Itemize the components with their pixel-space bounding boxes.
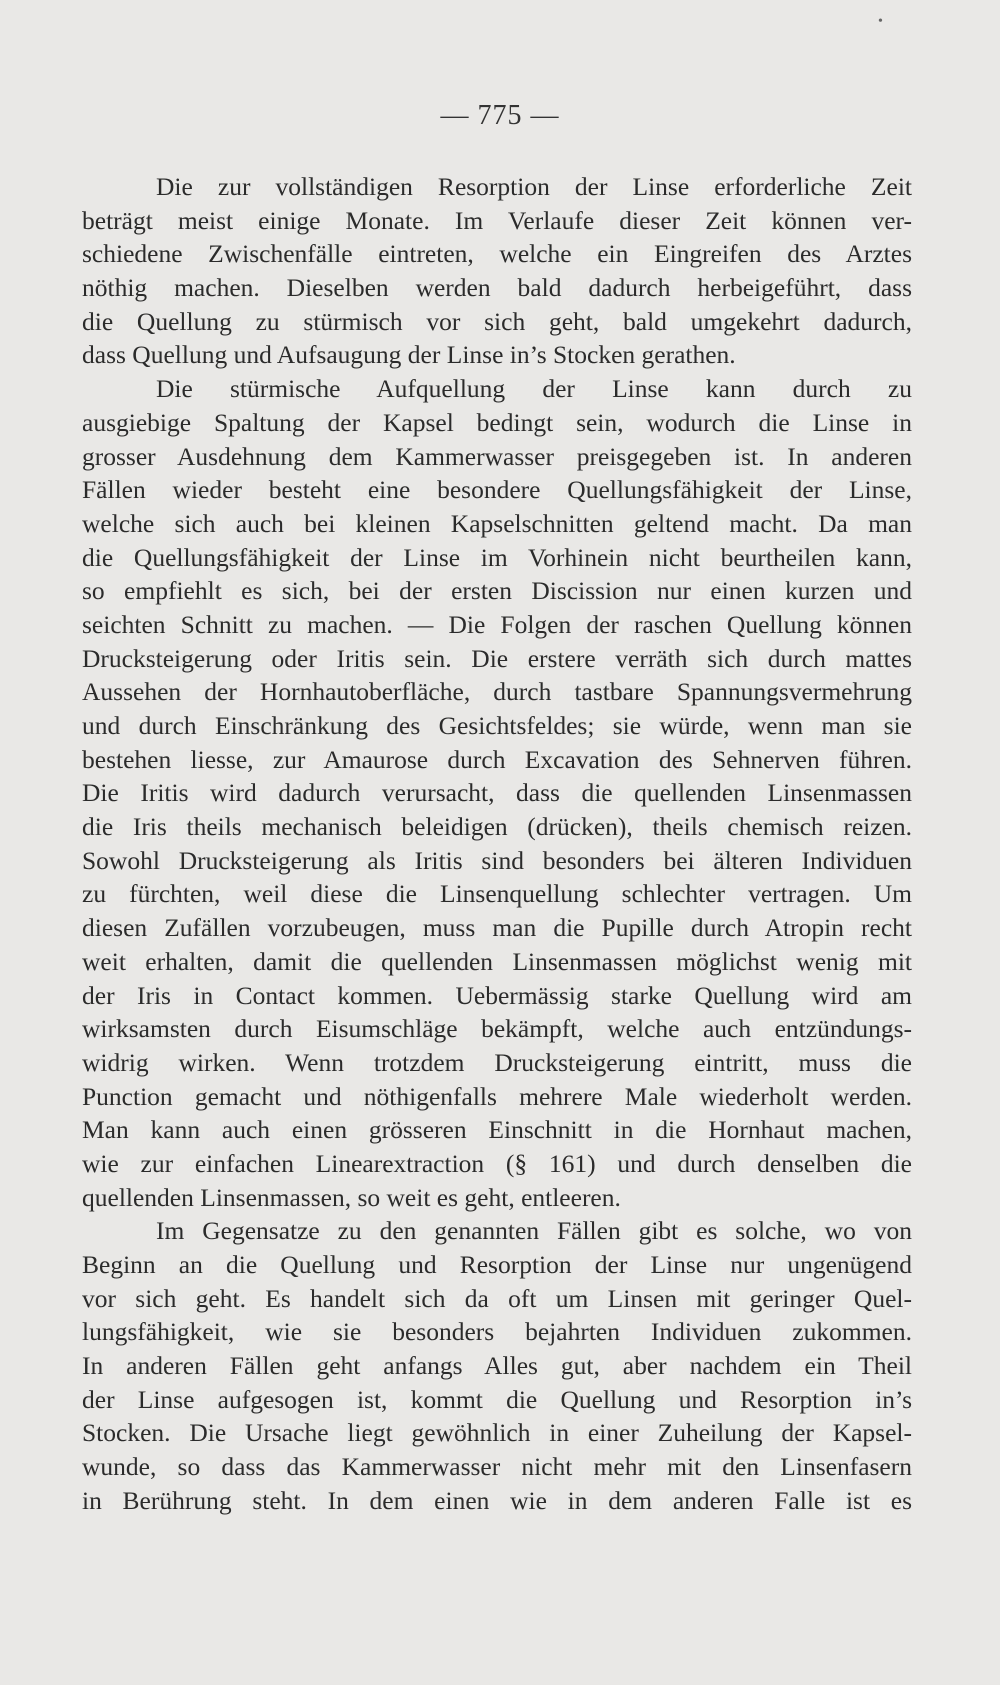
text-line: Man kann auch einen grösseren Einschnitt in die Hornhaut machen, — [82, 1115, 912, 1145]
text-line: weit erhalten, damit die quellenden Linsenmassen möglichst wenig mit — [82, 946, 912, 976]
text-line: widrig wirken. Wenn trotzdem Drucksteigerung eintritt, muss die — [82, 1047, 912, 1077]
stray-mark: • — [878, 14, 883, 29]
text-line: wunde, so dass das Kammerwasser nicht mehr mit den Linsenfasern — [82, 1452, 912, 1482]
text-line: schiedene Zwischenfälle eintreten, welche ein Eingreifen des Arztes — [82, 239, 912, 269]
text-line: ausgiebige Spaltung der Kapsel bedingt sein, wodurch die Linse in — [82, 407, 912, 437]
text-line: diesen Zufällen vorzubeugen, muss man die Pupille durch Atropin recht — [82, 913, 912, 943]
text-line: beträgt meist einige Monate. Im Verlaufe dieser Zeit können ver- — [82, 205, 912, 235]
text-line: dass Quellung und Aufsaugung der Linse in’s Stocken gerathen. — [82, 340, 736, 370]
text-line: die Iris theils mechanisch beleidigen (drücken), theils chemisch reizen. — [82, 812, 912, 842]
text-line: in Berührung steht. In dem einen wie in dem anderen Falle ist es — [82, 1485, 912, 1515]
text-line: Stocken. Die Ursache liegt gewöhnlich in einer Zuheilung der Kapsel- — [82, 1418, 912, 1448]
text-line: wirksamsten durch Eisumschläge bekämpft, welche auch entzündungs- — [82, 1014, 912, 1044]
text-line: Die zur vollständigen Resorption der Linse erforderliche Zeit — [156, 172, 912, 201]
text-line: Im Gegensatze zu den genannten Fällen gibt es solche, wo von — [156, 1216, 912, 1246]
text-line: lungsfähigkeit, wie sie besonders bejahrten Individuen zukommen. — [82, 1317, 912, 1347]
text-line: wie zur einfachen Linearextraction (§ 161) und durch denselben die — [82, 1148, 912, 1178]
text-line: Beginn an die Quellung und Resorption der Linse nur ungenügend — [82, 1250, 912, 1279]
text-line: Aussehen der Hornhautoberfläche, durch tastbare Spannungsvermehrung — [82, 677, 912, 707]
text-line: nöthig machen. Dieselben werden bald dadurch herbeigeführt, dass — [82, 273, 912, 303]
text-line: Die Iritis wird dadurch verursacht, dass die quellenden Linsenmassen — [82, 778, 912, 808]
text-line: der Linse aufgesogen ist, kommt die Quellung und Resorption in’s — [82, 1384, 912, 1414]
text-line: quellenden Linsenmassen, so weit es geht, entleeren. — [82, 1182, 621, 1212]
text-line: die Quellungsfähigkeit der Linse im Vorhinein nicht beurtheilen kann, — [82, 542, 912, 572]
body-text — [82, 170, 912, 1518]
text-line: Drucksteigerung oder Iritis sein. Die erstere verräth sich durch mattes — [82, 643, 912, 673]
page-number: — 775 — — [440, 100, 560, 131]
text-line: zu fürchten, weil diese die Linsenquellung schlechter vertragen. Um — [82, 879, 912, 909]
text-line: seichten Schnitt zu machen. — Die Folgen der raschen Quellung können — [82, 609, 912, 639]
text-line: grosser Ausdehnung dem Kammerwasser preisgegeben ist. In anderen — [82, 441, 912, 471]
text-line: Sowohl Drucksteigerung als Iritis sind besonders bei älteren Individuen — [82, 845, 912, 875]
text-line: In anderen Fällen geht anfangs Alles gut, aber nachdem ein Theil — [82, 1351, 912, 1381]
text-line: bestehen liesse, zur Amaurose durch Excavation des Sehnerven führen. — [82, 744, 912, 774]
text-line: vor sich geht. Es handelt sich da oft um Linsen mit geringer Quel- — [82, 1283, 912, 1313]
text-line: so empfiehlt es sich, bei der ersten Discission nur einen kurzen und — [82, 576, 912, 606]
text-line: der Iris in Contact kommen. Uebermässig starke Quellung wird am — [82, 980, 912, 1010]
text-line: Die stürmische Aufquellung der Linse kann durch zu — [156, 374, 912, 404]
text-line: und durch Einschränkung des Gesichtsfeldes; sie würde, wenn man sie — [82, 711, 912, 740]
text-line: die Quellung zu stürmisch vor sich geht, bald umgekehrt dadurch, — [82, 306, 912, 336]
text-line: welche sich auch bei kleinen Kapselschnitten geltend macht. Da man — [82, 508, 912, 538]
text-line: Fällen wieder besteht eine besondere Quellungsfähigkeit der Linse, — [82, 475, 912, 505]
text-line: Punction gemacht und nöthigenfalls mehrere Male wiederholt werden. — [82, 1081, 912, 1111]
